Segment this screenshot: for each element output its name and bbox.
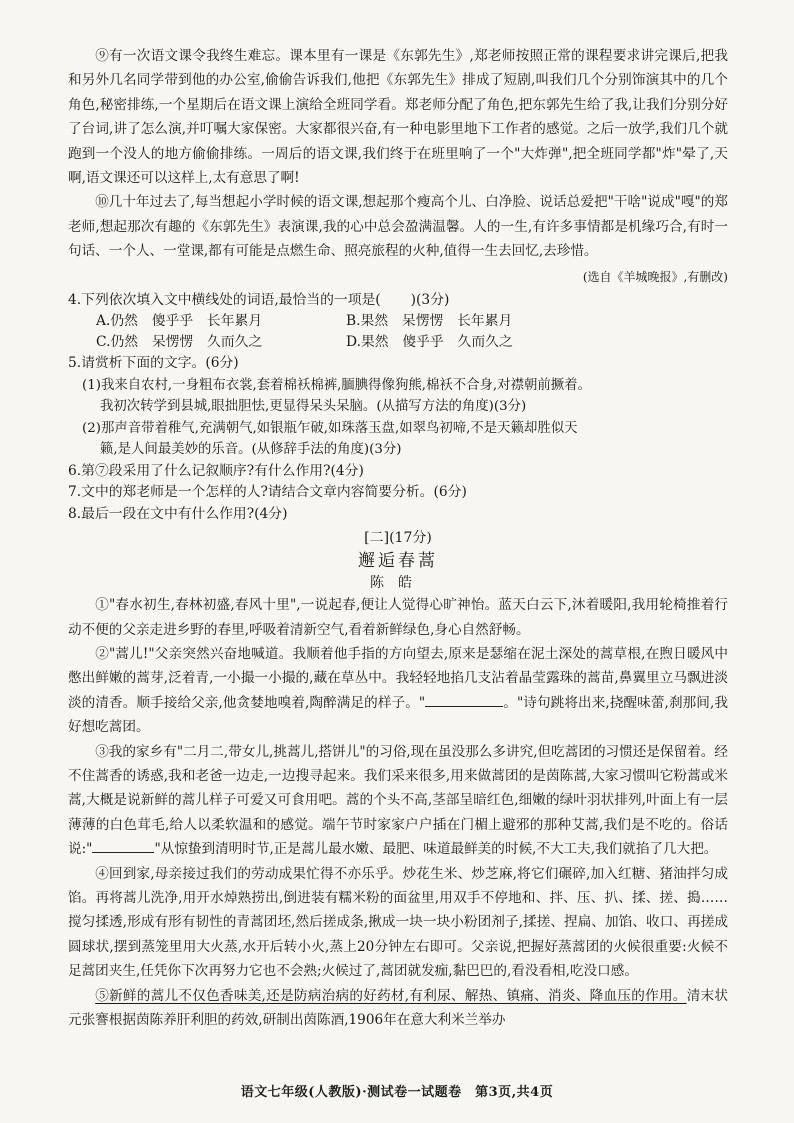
page-footer: 语文七年级(人教版)·测试卷一试题卷 第3页,共4页	[240, 1085, 554, 1100]
passage-author: 陈皓	[370, 575, 426, 592]
page-content	[68, 44, 728, 1032]
option-a: A.仍然 傻乎乎 长年累月	[96, 313, 263, 330]
question-7: 7.文中的郑老师是一个怎样的人?请结合文章内容简要分析。(6分)	[68, 484, 467, 501]
option-b: B.果然 呆愣愣 长年累月	[346, 313, 513, 330]
fill-blank-poem[interactable]	[425, 692, 503, 707]
question-4	[68, 290, 728, 312]
question-5: 5.请赏析下面的文字。(6分)	[68, 355, 239, 372]
question-4-options	[96, 311, 728, 353]
question-5-part-1	[82, 375, 728, 418]
question-8: 8.最后一段在文中有什么作用?(4分)	[68, 505, 288, 522]
question-5-1-line1: (1)我来自农村,一身粗布衣裳,套着棉袄棉裤,腼腆得像狗熊,棉袄不合身,对襟朝前撅着。	[82, 377, 591, 393]
paragraph-4: ④回到家,母亲接过我们的劳动成果忙得不亦乐乎。炒花生米、炒芝麻,将它们碾碎,加入红糖、猪油拌匀成馅。再将蒿儿洗净,用开水焯熟捞出,倒进装有糯米粉的面盆里,用双手不停地和、拌、压、扒、揉、搓、搗……搅匀揉透,形成有形有韧性的青蒿团坯,然后搓成条,揪成一块一块小粉团剂子,揉搓、捏扁、加馅、收口、再搓成圆球状,摆到蒸笼里用大火蒸,水开后转小火,蒸上20分钟左右即可。父亲说,把握好蒸蒿团的火候很重要:火候不足蒿团夹生,任凭你下次再努力它也不会熟;火候过了,蒿团就发痂,黏巴巴的,看没看相,吃没口感。	[68, 865, 728, 980]
underlined-sentence-end: 的作用。	[631, 987, 687, 1004]
question-5-1-line2: 我初次转学到县城,眼拙胆怯,更显得呆头呆脑。(从描写方法的角度)(3分)	[100, 399, 527, 415]
question-5-part-2	[82, 418, 728, 461]
paragraph-2: ②"蒿儿!"父亲突然兴奋地喊道。我顺着他手指的方向望去,原来是瑟缩在泥土深处的蒿草根,在煦日暖风中憋出鲜嫩的蒿芽,泛着青,一小撮一小撮的,藏在草丛中。我轻轻地掐几支沾着晶莹露珠的蒿苗,鼻翼里立马飘进淡淡的清香。顺手接给父亲,他贪婪地嗅着,陶醉满足的样子。" 。"诗句跳将出来,挠醒味蕾,刹那间,我好想吃蒿团。	[68, 645, 728, 736]
paragraph-3: ③我的家乡有"二月二,带女儿,挑蒿儿,搭饼儿"的习俗,现在虽没那么多讲究,但吃蒿团的习惯还是保留着。经不住蒿香的诱惑,我和老爸一边走,一边搜寻起来。我们采来很多,用来做蒿团的是茵陈蒿,大家习惯叫它粉蒿或米蒿,大概是说新鲜的蒿儿样子可爱又可食用吧。蒿的个头不高,茎部呈暗红色,细嫩的绿叶羽状排列,叶面上有一层薄薄的白色茸毛,给人以柔软温和的感觉。端午节时家家户户插在门楣上避邪的那种艾蒿,我们是不吃的。俗话说:" "从惊蛰到清明时节,正是蒿儿最水嫩、最肥、味道最鲜美的时候,不大工夫,我们就掐了几大把。	[68, 743, 728, 858]
paragraph-1: ①"春水初生,春林初盛,春风十里",一说起春,便让人觉得心旷神怡。蓝天白云下,沐着暖阳,我用轮椅推着行动不便的父亲走进乡野的春里,呼吸着清新空气,看着新鲜绿色,身心自然舒畅。	[68, 597, 728, 638]
paragraph-9: ⑨有一次语文课令我终生难忘。课本里有一课是《东郭先生》,郑老师按照正常的课程要求讲完课后,把我和另外几名同学带到他的办公室,偷偷告诉我们,他把《东郭先生》排成了短剧,叫我们几个分别饰演其中的几个角色,秘密排练,一个星期后在语文课上演给全班同学看。郑老师分配了角色,把东郭先生给了我,让我们分别分好了台词,讲了怎么演,并叮嘱大家保密。大家都很兴奋,有一种电影里地下工作者的感觉。之后一放学,我们几个就跑到一个没人的地方偷偷排练。一周后的语文课,我们终于在班里响了一个"大炸弹",把全班同学都"炸"晕了,天啊,语文课还可以这样上,太有意思了啊!	[68, 48, 728, 187]
question-5-2-line2: 籁,是人间最美妙的乐音。(从修辞手法的角度)(3分)	[100, 442, 402, 458]
underlined-sentence: ⑤新鲜的蒿儿不仅色香味美,还是防病治病的好药材,有利尿、解热、镇痛、消炎、降血压	[95, 987, 632, 1004]
option-c: C.仍然 呆愣愣 久而久之	[96, 334, 263, 351]
fill-blank-saying[interactable]	[92, 838, 154, 853]
option-d: D.果然 傻乎乎 久而久之	[346, 334, 513, 351]
paragraph-10: ⑩几十年过去了,每当想起小学时候的语文课,想起那个瘦高个儿、白净脸、说话总爱把"干啥"说成"嘎"的郑老师,想起那次有趣的《东郭先生》表演课,我的心中总会盈满温馨。人的一生,有许多事情都是机缘巧合,有时一句话、一个人、一堂课,都有可能是点燃生命、照亮旅程的火种,值得一生去回忆,去珍惜。	[68, 194, 728, 260]
question-4-stem: 4.下列依次填入文中横线处的词语,最恰当的一项是(	[68, 291, 381, 308]
question-6: 6.第⑦段采用了什么记叙顺序?有什么作用?(4分)	[68, 462, 364, 479]
question-5-2-line1: (2)那声音带着稚气,充满朝气,如银瓶乍破,如珠落玉盘,如翠鸟初啼,不是天籁却胜似天	[82, 420, 578, 436]
section-label: [二](17分)	[364, 530, 432, 547]
paragraph-5: ⑤新鲜的蒿儿不仅色香味美,还是防病治病的好药材,有利尿、解热、镇痛、消炎、降血压的作用。清末状元张謇根据茵陈养肝利胆的药效,研制出茵陈酒,1906年在意大利米兰举办	[68, 987, 729, 1029]
source-note: (选自《羊城晚报》,有删改)	[582, 269, 728, 284]
question-4-points: )(3分)	[410, 291, 450, 308]
passage-title: 邂逅春蒿	[358, 551, 438, 572]
